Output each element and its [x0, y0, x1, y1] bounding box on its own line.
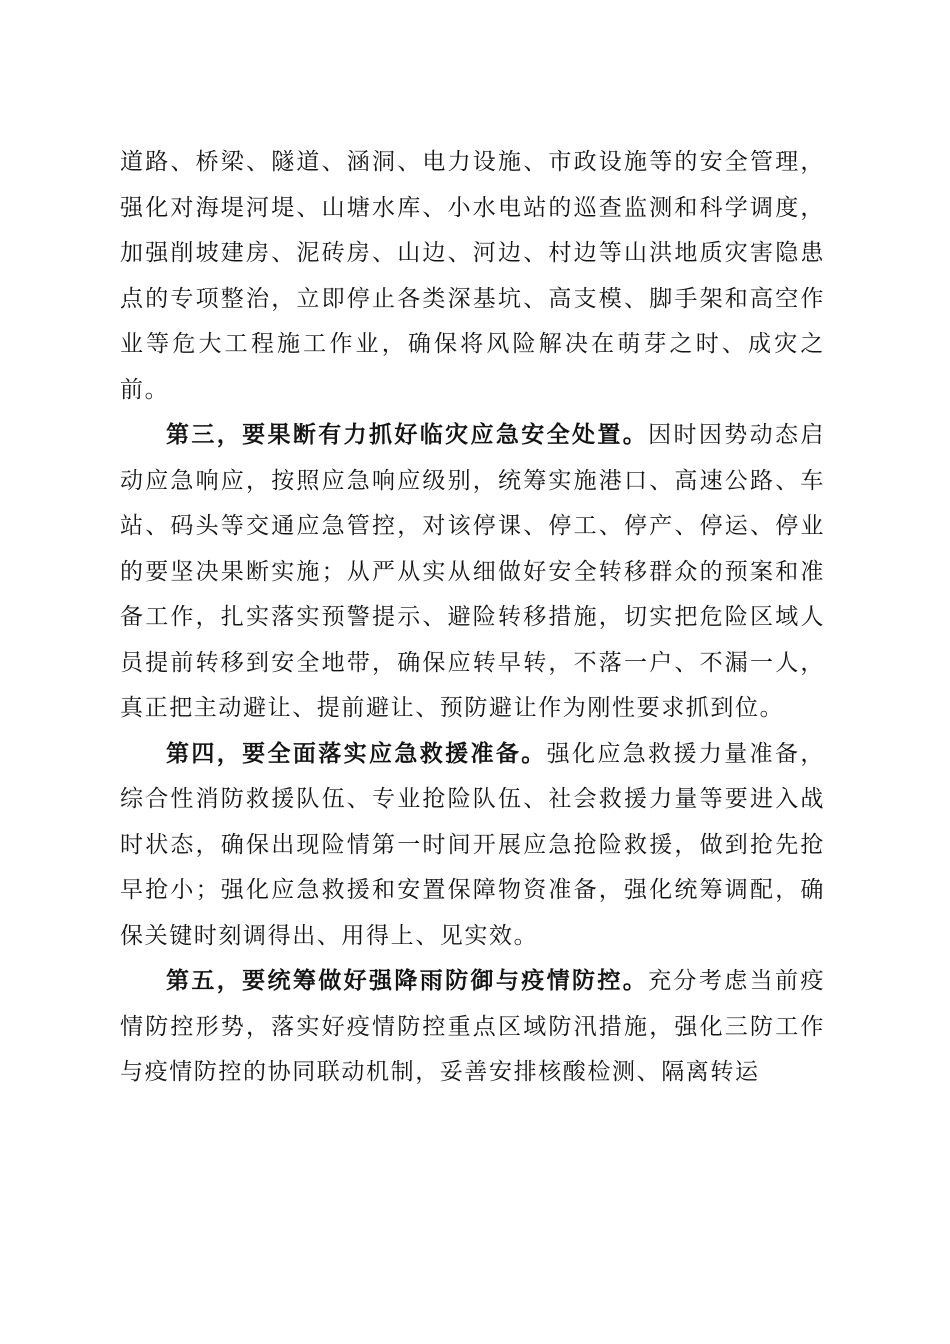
paragraph-3: [120, 732, 825, 960]
paragraph-2-lead: 第三，要果断有力抓好临灾应急安全处置。: [166, 422, 649, 448]
paragraph-4: [120, 959, 825, 1096]
document-body: [120, 140, 825, 1096]
paragraph-3-lead: 第四，要全面落实应急救援准备。: [166, 740, 547, 767]
paragraph-2: [120, 413, 825, 732]
paragraph-3-text: 强化应急救援力量准备，综合性消防救援队伍、专业抢险队伍、社会救援力量等要进入战时状态，确保出现险情第一时间开展应急抢险救援，做到抢先抢早抢小；强化应急救援和安置保障物资准备，强化统筹调配，确保关键时刻调得出、用得上、见实效。: [120, 740, 825, 949]
paragraph-1-text: 道路、桥梁、隧道、涵洞、电力设施、市政设施等的安全管理，强化对海堤河堤、山塘水库、小水电站的巡查监测和科学调度，加强削坡建房、泥砖房、山边、河边、村边等山洪地质灾害隐患点的专项整治，立即停止各类深基坑、高支模、脚手架和高空作业等危大工程施工作业，确保将风险解决在萌芽之时、成灾之前。: [120, 149, 825, 403]
paragraph-2-text: 因时因势动态启动应急响应，按照应急响应级别，统筹实施港口、高速公路、车站、码头等交通应急管控，对该停课、停工、停产、停运、停业的要坚决果断实施；从严从实从细做好安全转移群众的预案和准备工作，扎实落实预警提示、避险转移措施，切实把危险区域人员提前转移到安全地带，确保应转早转，不落一户、不漏一人，真正把主动避让、提前避让、预防避让作为刚性要求抓到位。: [120, 422, 825, 721]
paragraph-4-text: 充分考虑当前疫情防控形势，落实好疫情防控重点区域防汛措施，强化三防工作与疫情防控的协同联动机制，妥善安排核酸检测、隔离转运: [120, 968, 825, 1085]
paragraph-1: [120, 140, 825, 413]
paragraph-4-lead: 第五，要统筹做好强降雨防御与疫情防控。: [166, 968, 649, 994]
